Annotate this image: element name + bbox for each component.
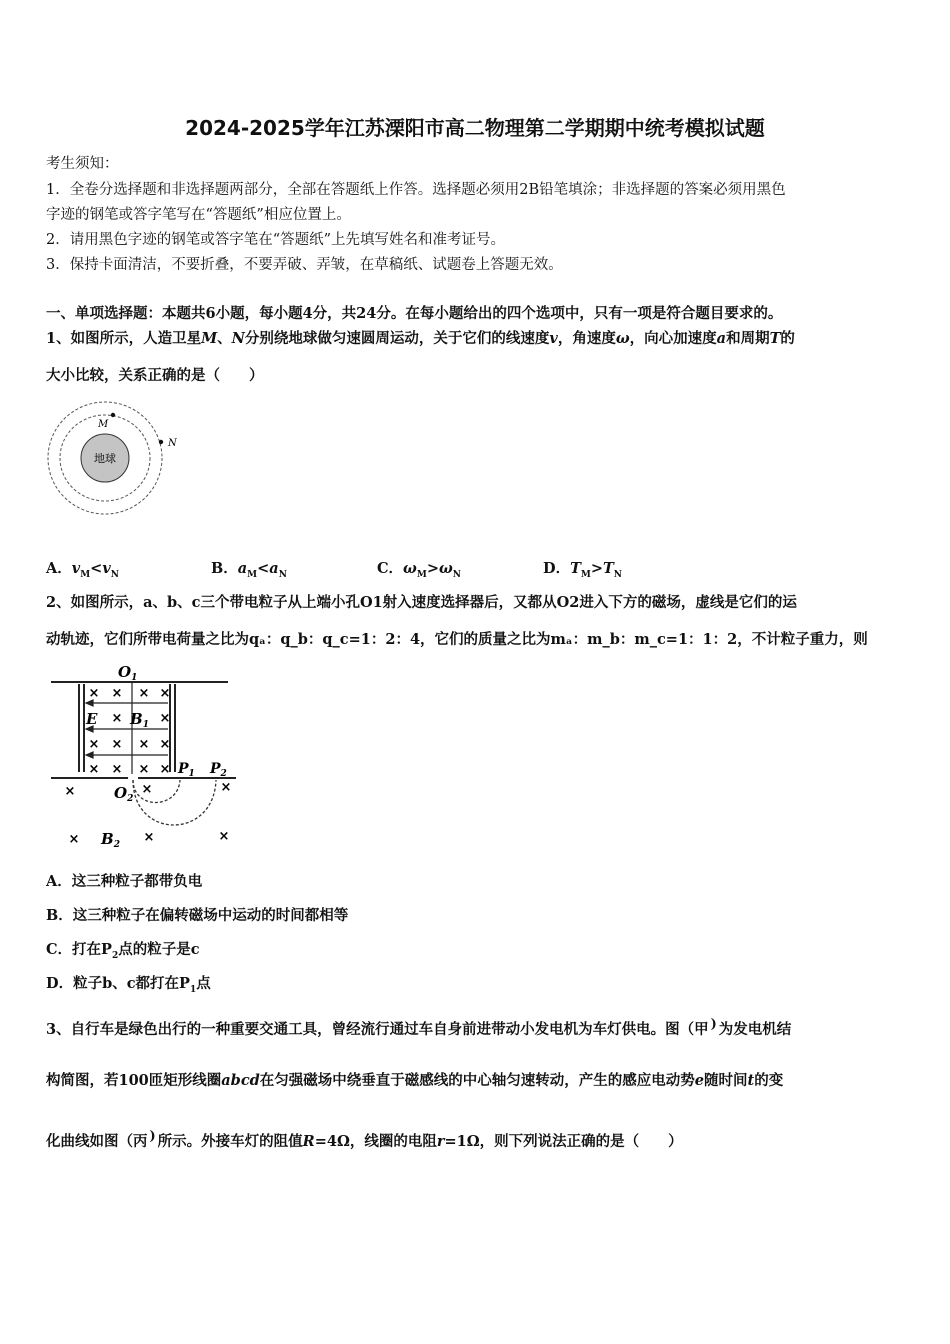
q1-option-c[interactable]: C．$\omega_M>\omega_N$ (377, 560, 462, 580)
label-p2: $P_2$ (210, 761, 227, 779)
section-heading: 一、单项选择题：本题共6小题，每小题4分，共24分。在每小题给出的四个选项中，只有一项是符合题目要求的。 (46, 305, 783, 322)
satellite-m-label: M (98, 419, 109, 430)
earth-label: 地球 (94, 452, 116, 465)
q1-option-b[interactable]: B．$a_M<a_N$ (211, 560, 287, 580)
notice-heading: 考生须知： (46, 156, 119, 172)
svg-text:×: × (218, 829, 230, 844)
q2-option-c[interactable]: C．打在$P_2$点的粒子是c (46, 941, 200, 961)
q1-orbit-figure (46, 398, 186, 523)
q3-stem-line1: 3、自行车是绿色出行的一种重要交通工具，曾经流行通过车自身前进带动小发电机为车灯供电。图（甲 ) 为发电机结 (46, 1017, 792, 1038)
svg-text:×: × (159, 762, 171, 777)
satellite-m (111, 413, 115, 417)
label-b1: $B_1$ (130, 710, 149, 730)
svg-text:×: × (88, 686, 100, 701)
label-o2: $O_2$ (114, 784, 134, 804)
svg-text:×: × (159, 711, 171, 726)
q2-option-d[interactable]: D．粒子b、c都打在$P_1$点 (46, 975, 211, 995)
q3-stem-line2: 构简图，若100匝矩形线圈abcd在匀强磁场中绕垂直于磁感线的中心轴匀速转动，产生的感应电动势e随时间t的变 (46, 1072, 784, 1089)
q1-option-a[interactable]: A．$v_M<v_N$ (46, 560, 119, 580)
q2-mass-spectrometer-figure (46, 662, 246, 854)
q1-stem-line1: 1、如图所示，人造卫星M、N分别绕地球做匀速圆周运动，关于它们的线速度v，角速度ω，向心加速度a和周期T的 (46, 330, 795, 347)
svg-text:×: × (88, 762, 100, 777)
q3-stem-line3: 化曲线如图（丙 ) 所示。外接车灯的阻值R=4Ω，线圈的电阻r=1Ω，则下列说法正确的是（ ） (46, 1129, 683, 1150)
svg-text:×: × (111, 737, 123, 752)
svg-text:×: × (68, 832, 80, 847)
svg-text:×: × (159, 686, 171, 701)
svg-text:×: × (111, 686, 123, 701)
notice-item-2: 2．请用黑色字迹的钢笔或答字笔在“答题纸”上先填写姓名和准考证号。 (46, 232, 506, 248)
satellite-n-label: N (168, 438, 177, 449)
svg-text:×: × (64, 784, 76, 799)
svg-text:×: × (141, 782, 153, 797)
label-e: E (86, 710, 98, 728)
label-o1: $O_1$ (118, 663, 138, 683)
label-b2: $B_2$ (101, 830, 120, 850)
svg-text:×: × (138, 686, 150, 701)
label-p1: $P_1$ (178, 761, 195, 779)
q2-option-b[interactable]: B．这三种粒子在偏转磁场中运动的时间都相等 (46, 907, 349, 924)
svg-text:×: × (143, 830, 155, 845)
svg-text:×: × (111, 762, 123, 777)
svg-text:×: × (88, 737, 100, 752)
notice-item-1a: 1．全卷分选择题和非选择题两部分，全部在答题纸上作答。选择题必须用2B铅笔填涂；非选择题的答案必须用黑色 (46, 182, 786, 198)
page-title: 2024-2025学年江苏溧阳市高二物理第二学期期中统考模拟试题 (185, 116, 765, 140)
satellite-n (159, 440, 163, 444)
svg-text:×: × (138, 762, 150, 777)
q1-stem-line2: 大小比较，关系正确的是（ ） (46, 367, 264, 384)
svg-text:×: × (138, 737, 150, 752)
q2-stem-line2: 动轨迹，它们所带电荷量之比为qₐ：q_b：q_c=1：2：4，它们的质量之比为mₐ：m_b：m_c=1：1：2，不计粒子重力，则 (46, 631, 868, 648)
notice-item-1b: 字迹的钢笔或答字笔写在“答题纸”相应位置上。 (46, 207, 351, 223)
q2-option-a[interactable]: A．这三种粒子都带负电 (46, 873, 203, 890)
svg-text:×: × (159, 737, 171, 752)
q1-option-d[interactable]: D．$T_M>T_N$ (543, 560, 623, 580)
svg-text:×: × (220, 780, 232, 795)
notice-item-3: 3．保持卡面清洁，不要折叠，不要弄破、弄皱，在草稿纸、试题卷上答题无效。 (46, 257, 563, 273)
svg-text:×: × (111, 711, 123, 726)
q2-stem-line1: 2、如图所示，a、b、c三个带电粒子从上端小孔O1射入速度选择器后，又都从O2进入下方的磁场，虚线是它们的运 (46, 594, 797, 611)
